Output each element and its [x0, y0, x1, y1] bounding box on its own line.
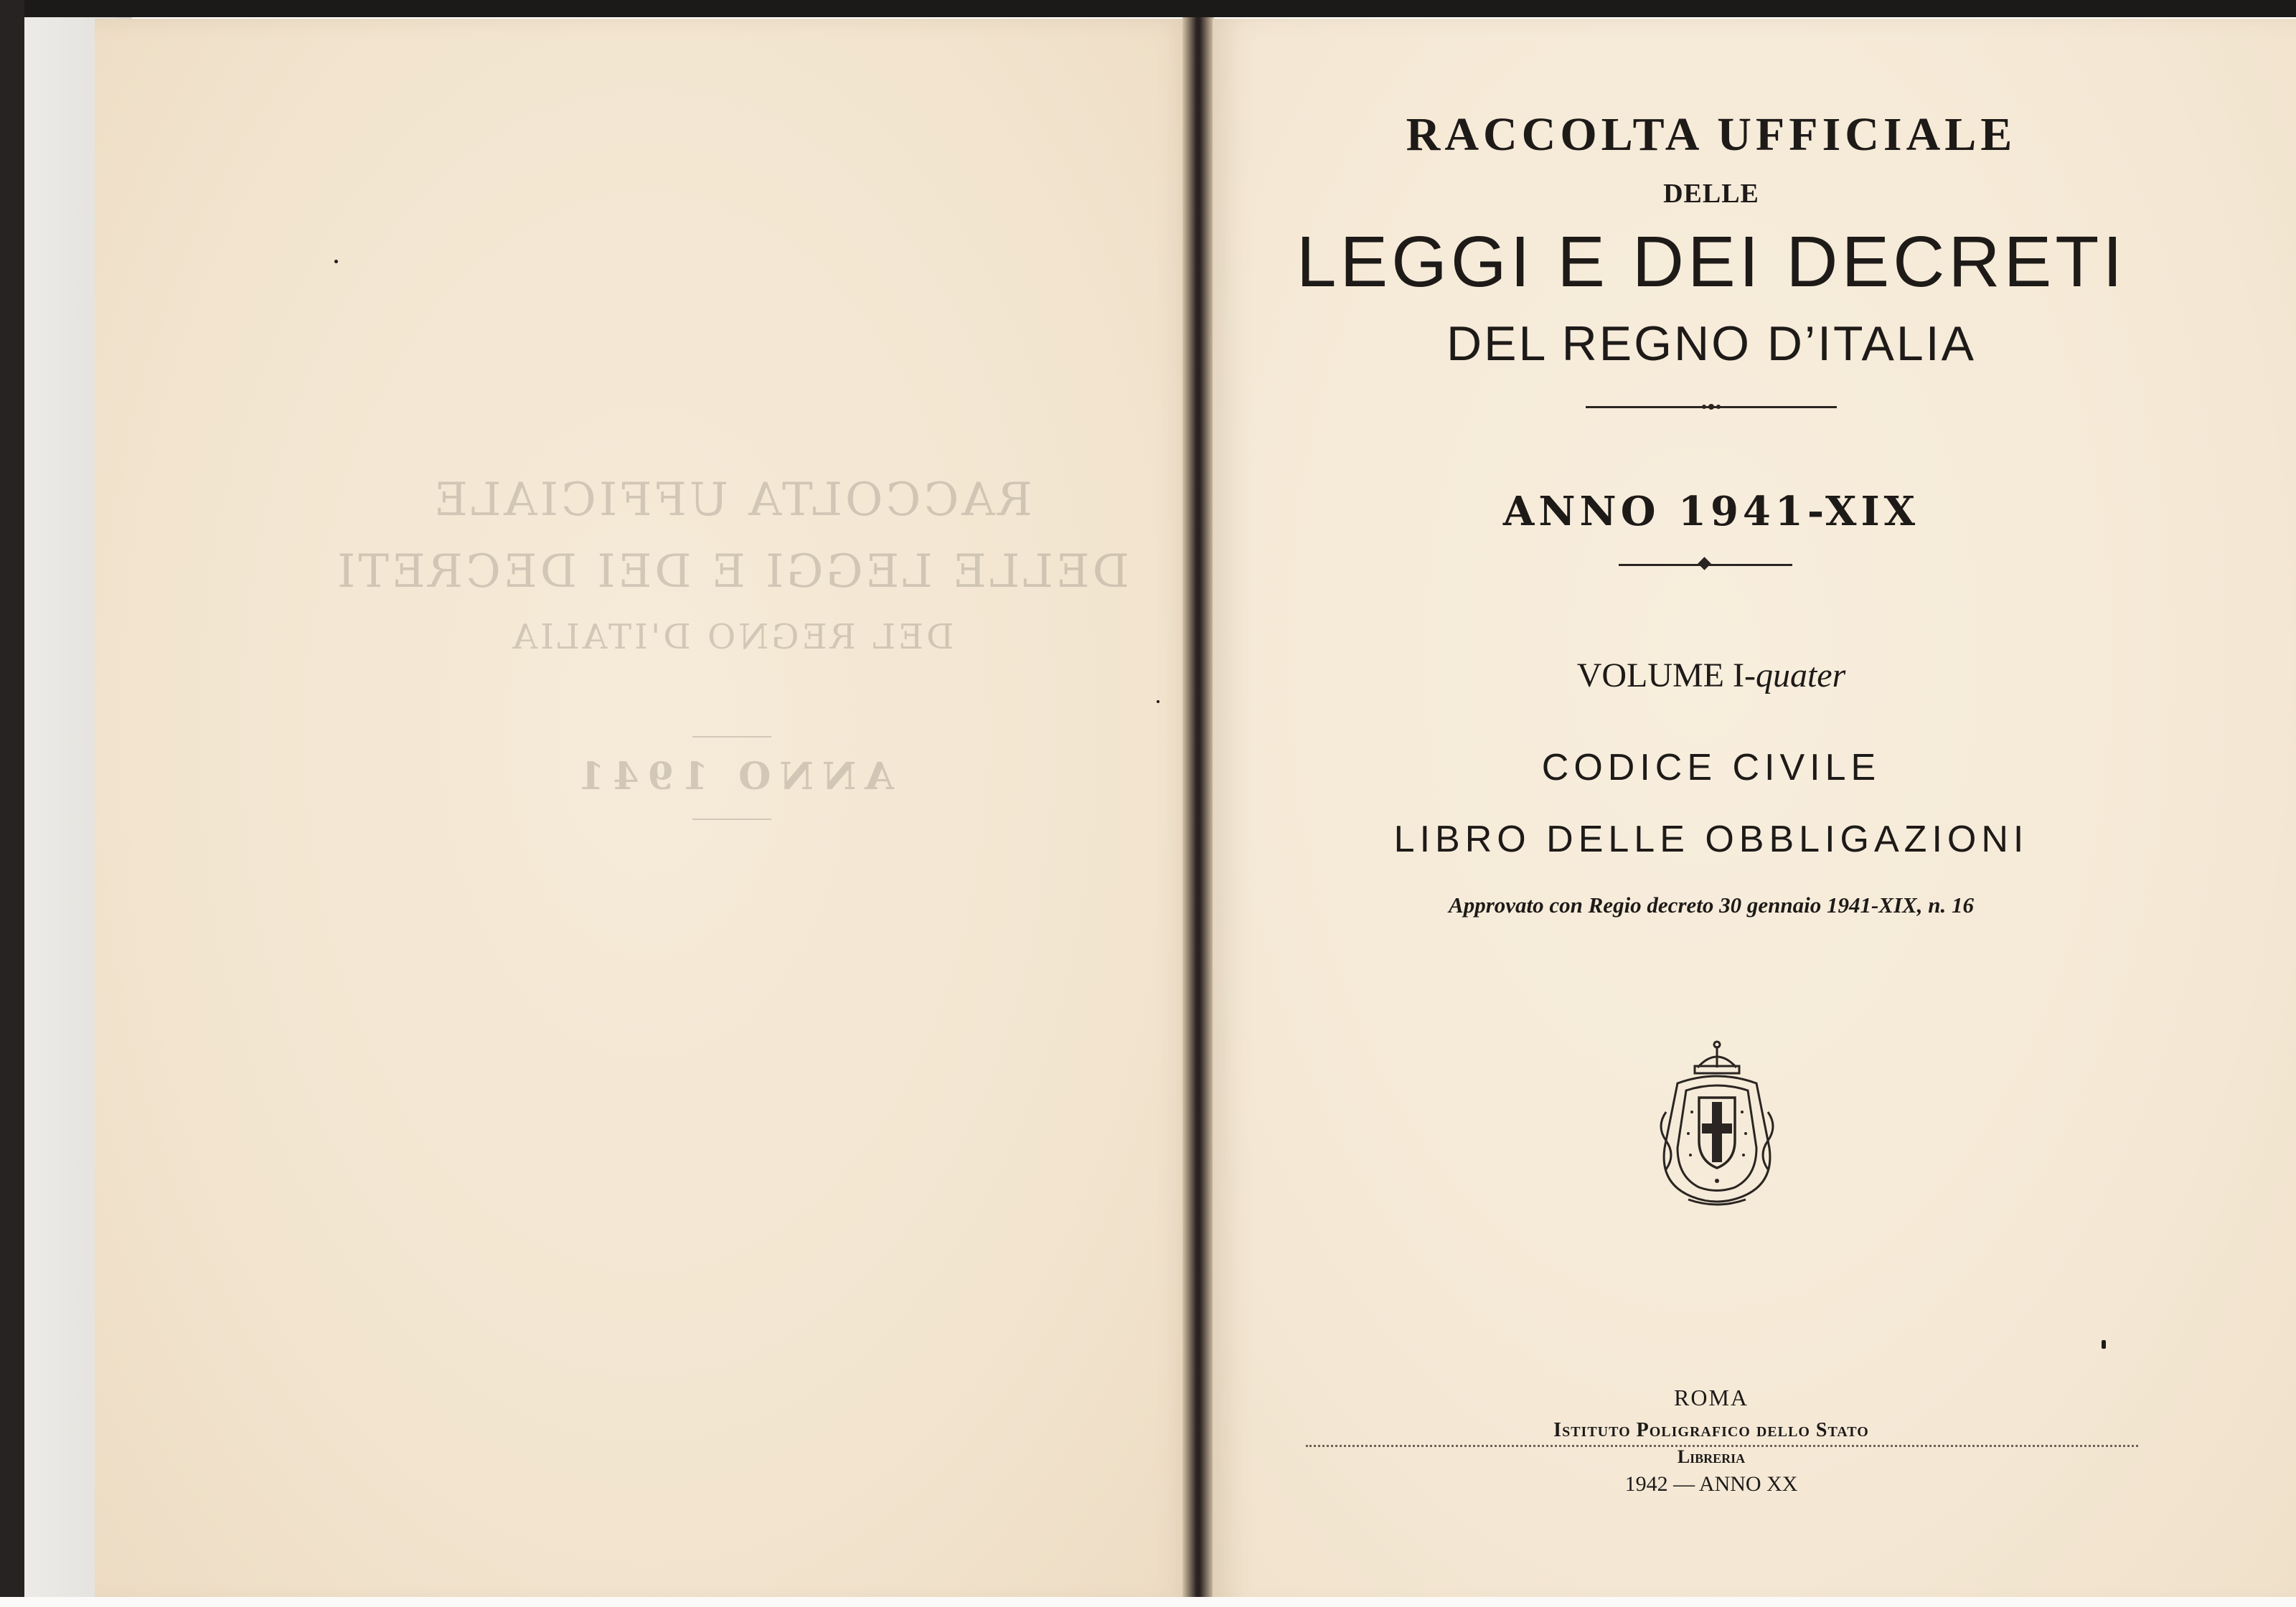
scan-left-edge	[0, 0, 24, 1607]
scan-bottom-edge	[0, 1597, 2296, 1607]
show-through-line: ANNO 1941	[570, 755, 894, 798]
ornamental-rule	[1586, 406, 1837, 408]
paper-speck	[334, 260, 338, 263]
paper-speck	[2102, 1340, 2106, 1349]
main-title: LEGGI E DEI DECRETI	[1296, 222, 2127, 302]
series-title: RACCOLTA UFFICIALE	[1406, 108, 2017, 161]
imprint-publisher: Istituto Poligrafico dello Stato	[1553, 1419, 1869, 1441]
show-through-line: DEL REGNO D'ITALIA	[509, 617, 954, 657]
volume-label	[1213, 656, 2210, 695]
left-page-show-through-text	[287, 473, 1177, 820]
paper-speck	[1157, 700, 1159, 703]
show-through-line: DELLE LEGGI E DEI DECRETI	[334, 545, 1129, 598]
volume-number: VOLUME I-	[1576, 656, 1756, 694]
imprint-libreria: Libreria	[1677, 1446, 1746, 1467]
code-title: CODICE CIVILE	[1541, 747, 1881, 788]
book-title: LIBRO DELLE OBBLIGAZIONI	[1393, 819, 2029, 860]
approval-note: Approvato con Regio decreto 30 gennaio 1941-XIX, n. 16	[1449, 892, 1974, 918]
scan-top-edge	[0, 0, 2296, 17]
title-connector: DELLE	[1663, 179, 1759, 209]
volume-suffix: quater	[1755, 656, 1846, 694]
rule-ornament-icon	[1700, 402, 1722, 411]
title-subtitle: DEL REGNO D’ITALIA	[1446, 316, 1976, 371]
book-gutter	[1182, 17, 1214, 1607]
year-heading: ANNO 1941-XIX	[1502, 488, 1920, 535]
show-through-rule	[692, 736, 771, 737]
imprint-date: 1942 — ANNO XX	[1624, 1472, 1798, 1496]
show-through-line: RACCOLTA UFFICIALE	[431, 473, 1032, 527]
show-through-rule	[692, 819, 771, 820]
ornamental-rule	[1619, 564, 1792, 566]
savoy-coat-of-arms-icon	[1649, 1040, 1785, 1212]
imprint-city: ROMA	[1673, 1385, 1749, 1410]
